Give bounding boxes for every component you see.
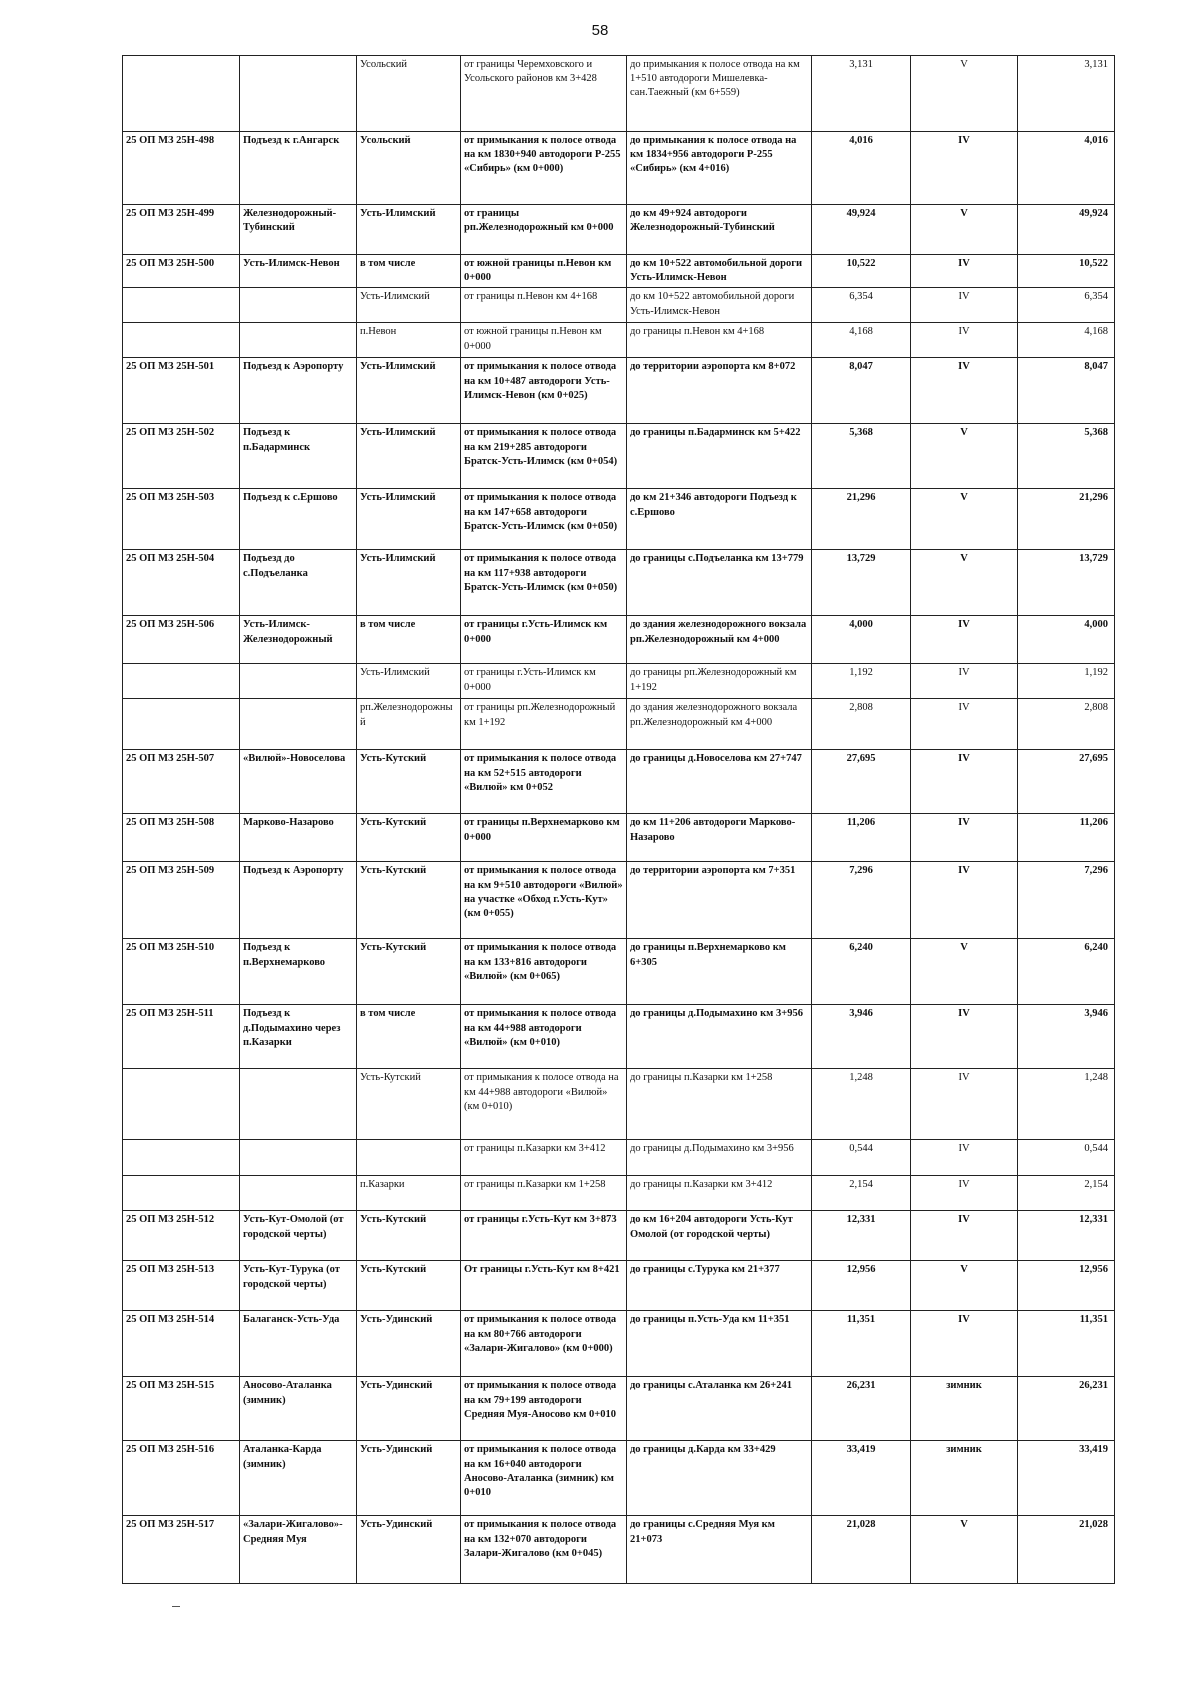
cell-road-code: 25 ОП МЗ 25Н-510 xyxy=(123,939,240,1005)
cell-total: 12,331 xyxy=(1018,1211,1115,1261)
cell-length: 1,248 xyxy=(812,1069,911,1140)
cell-total: 27,695 xyxy=(1018,750,1115,814)
cell-road-code xyxy=(123,699,240,750)
cell-length: 12,331 xyxy=(812,1211,911,1261)
cell-district: Усть-Илимский xyxy=(357,550,461,616)
cell-road-code: 25 ОП МЗ 25Н-500 xyxy=(123,255,240,288)
cell-road-code: 25 ОП МЗ 25Н-507 xyxy=(123,750,240,814)
cell-category: IV xyxy=(911,862,1018,939)
table-row xyxy=(123,939,1115,1005)
cell-category: V xyxy=(911,205,1018,255)
cell-district: рп.Железнодорожный xyxy=(357,699,461,750)
cell-length: 26,231 xyxy=(812,1377,911,1441)
cell-from: От границы г.Усть-Кут км 8+421 xyxy=(461,1261,627,1311)
cell-length: 2,154 xyxy=(812,1176,911,1211)
cell-total: 49,924 xyxy=(1018,205,1115,255)
cell-to: до границы п.Верхнемарково км 6+305 xyxy=(627,939,812,1005)
cell-to: до границы рп.Железнодорожный км 1+192 xyxy=(627,664,812,699)
cell-total: 1,248 xyxy=(1018,1069,1115,1140)
cell-from: от границы г.Усть-Илимск км 0+000 xyxy=(461,616,627,664)
cell-to: до границы д.Подымахино км 3+956 xyxy=(627,1005,812,1069)
cell-road-code xyxy=(123,1140,240,1176)
cell-length: 4,168 xyxy=(812,323,911,358)
cell-from: от границы г.Усть-Илимск км 0+000 xyxy=(461,664,627,699)
cell-road-name: Подъезд к Аэропорту xyxy=(240,358,357,424)
cell-category: IV xyxy=(911,750,1018,814)
cell-district: Усть-Илимский xyxy=(357,288,461,323)
cell-category: зимник xyxy=(911,1441,1018,1516)
cell-to: до территории аэропорта км 7+351 xyxy=(627,862,812,939)
cell-total: 4,000 xyxy=(1018,616,1115,664)
cell-category: IV xyxy=(911,1211,1018,1261)
cell-to: до примыкания к полосе отвода на км 1834+956 автодороги Р-255 «Сибирь» (км 4+016) xyxy=(627,132,812,205)
cell-road-name: Подъезд к п.Верхнемарково xyxy=(240,939,357,1005)
cell-to: до здания железнодорожного вокзала рп.Железнодорожный км 4+000 xyxy=(627,699,812,750)
cell-road-name: «Залари-Жигалово»-Средняя Муя xyxy=(240,1516,357,1584)
cell-category: IV xyxy=(911,616,1018,664)
table-row xyxy=(123,750,1115,814)
cell-category: IV xyxy=(911,1176,1018,1211)
cell-road-name: Марково-Назарово xyxy=(240,814,357,862)
cell-category: V xyxy=(911,1516,1018,1584)
table-row xyxy=(123,814,1115,862)
table-row xyxy=(123,424,1115,489)
cell-from: от границы п.Казарки км 3+412 xyxy=(461,1140,627,1176)
cell-to: до км 10+522 автомобильной дороги Усть-Илимск-Невон xyxy=(627,255,812,288)
cell-total: 5,368 xyxy=(1018,424,1115,489)
cell-category: IV xyxy=(911,664,1018,699)
cell-road-code: 25 ОП МЗ 25Н-517 xyxy=(123,1516,240,1584)
cell-length: 2,808 xyxy=(812,699,911,750)
cell-district: в том числе xyxy=(357,255,461,288)
cell-road-code: 25 ОП МЗ 25Н-506 xyxy=(123,616,240,664)
cell-length: 13,729 xyxy=(812,550,911,616)
cell-from: от примыкания к полосе отвода на км 219+285 автодороги Братск-Усть-Илимск (км 0+054) xyxy=(461,424,627,489)
cell-road-name: Аталанка-Карда (зимник) xyxy=(240,1441,357,1516)
cell-district: Усть-Удинский xyxy=(357,1441,461,1516)
cell-road-name xyxy=(240,1140,357,1176)
cell-road-code: 25 ОП МЗ 25Н-515 xyxy=(123,1377,240,1441)
cell-road-code: 25 ОП МЗ 25Н-514 xyxy=(123,1311,240,1377)
cell-road-code: 25 ОП МЗ 25Н-503 xyxy=(123,489,240,550)
cell-road-name: Балаганск-Усть-Уда xyxy=(240,1311,357,1377)
cell-to: до границы с.Подъеланка км 13+779 xyxy=(627,550,812,616)
cell-to: до границы с.Аталанка км 26+241 xyxy=(627,1377,812,1441)
table-row xyxy=(123,1261,1115,1311)
cell-road-code: 25 ОП МЗ 25Н-504 xyxy=(123,550,240,616)
cell-to: до км 21+346 автодороги Подъезд к с.Ершово xyxy=(627,489,812,550)
cell-district: Усть-Илимский xyxy=(357,489,461,550)
table-row xyxy=(123,1377,1115,1441)
cell-category: V xyxy=(911,550,1018,616)
table-row xyxy=(123,550,1115,616)
cell-category: V xyxy=(911,424,1018,489)
cell-total: 26,231 xyxy=(1018,1377,1115,1441)
cell-total: 21,296 xyxy=(1018,489,1115,550)
margin-mark xyxy=(172,1606,180,1607)
cell-total: 4,016 xyxy=(1018,132,1115,205)
table-row xyxy=(123,1140,1115,1176)
cell-road-name xyxy=(240,1176,357,1211)
cell-from: от примыкания к полосе отвода на км 79+199 автодороги Средняя Муя-Аносово км 0+010 xyxy=(461,1377,627,1441)
cell-from: от примыкания к полосе отвода на км 1830+940 автодороги Р-255 «Сибирь» (км 0+000) xyxy=(461,132,627,205)
cell-category: V xyxy=(911,56,1018,132)
cell-district: Усть-Илимский xyxy=(357,664,461,699)
cell-total: 12,956 xyxy=(1018,1261,1115,1311)
cell-district: Усольский xyxy=(357,132,461,205)
cell-total: 6,240 xyxy=(1018,939,1115,1005)
table-row xyxy=(123,288,1115,323)
cell-road-name: Подъезд к г.Ангарск xyxy=(240,132,357,205)
cell-road-name: Железнодорожный-Тубинский xyxy=(240,205,357,255)
roads-table xyxy=(122,55,1115,1584)
cell-length: 4,000 xyxy=(812,616,911,664)
cell-length: 1,192 xyxy=(812,664,911,699)
cell-road-code: 25 ОП МЗ 25Н-499 xyxy=(123,205,240,255)
cell-category: IV xyxy=(911,358,1018,424)
cell-category: V xyxy=(911,489,1018,550)
cell-length: 11,351 xyxy=(812,1311,911,1377)
cell-length: 3,946 xyxy=(812,1005,911,1069)
cell-district: Усть-Удинский xyxy=(357,1516,461,1584)
cell-to: до границы п.Казарки км 3+412 xyxy=(627,1176,812,1211)
cell-length: 8,047 xyxy=(812,358,911,424)
cell-length: 4,016 xyxy=(812,132,911,205)
cell-total: 13,729 xyxy=(1018,550,1115,616)
cell-to: до границы п.Казарки км 1+258 xyxy=(627,1069,812,1140)
cell-from: от примыкания к полосе отвода на км 132+070 автодороги Залари-Жигалово (км 0+045) xyxy=(461,1516,627,1584)
cell-total: 21,028 xyxy=(1018,1516,1115,1584)
table-row xyxy=(123,616,1115,664)
cell-road-code: 25 ОП МЗ 25Н-511 xyxy=(123,1005,240,1069)
table-row xyxy=(123,699,1115,750)
cell-total: 10,522 xyxy=(1018,255,1115,288)
cell-total: 1,192 xyxy=(1018,664,1115,699)
cell-district: Усть-Кутский xyxy=(357,1069,461,1140)
cell-road-code: 25 ОП МЗ 25Н-513 xyxy=(123,1261,240,1311)
cell-road-code: 25 ОП МЗ 25Н-516 xyxy=(123,1441,240,1516)
cell-road-name: Аносово-Аталанка (зимник) xyxy=(240,1377,357,1441)
table-body xyxy=(123,56,1115,1584)
cell-district: Усть-Илимский xyxy=(357,205,461,255)
cell-length: 11,206 xyxy=(812,814,911,862)
cell-road-code: 25 ОП МЗ 25Н-502 xyxy=(123,424,240,489)
cell-total: 33,419 xyxy=(1018,1441,1115,1516)
cell-to: до границы с.Турука км 21+377 xyxy=(627,1261,812,1311)
table-row xyxy=(123,664,1115,699)
cell-road-code xyxy=(123,1069,240,1140)
cell-from: от южной границы п.Невон км 0+000 xyxy=(461,255,627,288)
cell-district: Усть-Илимский xyxy=(357,358,461,424)
cell-district: п.Казарки xyxy=(357,1176,461,1211)
table-row xyxy=(123,1069,1115,1140)
cell-total: 11,206 xyxy=(1018,814,1115,862)
cell-from: от примыкания к полосе отвода на км 16+040 автодороги Аносово-Аталанка (зимник) км 0+010 xyxy=(461,1441,627,1516)
cell-category: IV xyxy=(911,323,1018,358)
cell-category: IV xyxy=(911,1069,1018,1140)
page-number: 58 xyxy=(591,22,609,39)
cell-length: 6,354 xyxy=(812,288,911,323)
cell-road-name: Подъезд к п.Бадарминск xyxy=(240,424,357,489)
cell-from: от примыкания к полосе отвода на км 117+938 автодороги Братск-Усть-Илимск (км 0+050) xyxy=(461,550,627,616)
cell-district: Усть-Удинский xyxy=(357,1311,461,1377)
cell-district: Усть-Удинский xyxy=(357,1377,461,1441)
cell-from: от примыкания к полосе отвода на км 44+988 автодороги «Вилюй» (км 0+010) xyxy=(461,1005,627,1069)
cell-from: от примыкания к полосе отвода на км 147+658 автодороги Братск-Усть-Илимск (км 0+050) xyxy=(461,489,627,550)
cell-category: IV xyxy=(911,1005,1018,1069)
cell-total: 8,047 xyxy=(1018,358,1115,424)
cell-road-name xyxy=(240,699,357,750)
table-row xyxy=(123,132,1115,205)
cell-to: до территории аэропорта км 8+072 xyxy=(627,358,812,424)
cell-from: от примыкания к полосе отвода на км 52+515 автодороги «Вилюй» км 0+052 xyxy=(461,750,627,814)
cell-length: 21,028 xyxy=(812,1516,911,1584)
cell-to: до км 49+924 автодороги Железнодорожный-Тубинский xyxy=(627,205,812,255)
cell-from: от примыкания к полосе отвода на км 44+988 автодороги «Вилюй» (км 0+010) xyxy=(461,1069,627,1140)
cell-length: 49,924 xyxy=(812,205,911,255)
cell-to: до границы д.Новоселова км 27+747 xyxy=(627,750,812,814)
cell-road-name xyxy=(240,1069,357,1140)
cell-to: до границы п.Бадарминск км 5+422 xyxy=(627,424,812,489)
table-row xyxy=(123,205,1115,255)
cell-from: от границы п.Казарки км 1+258 xyxy=(461,1176,627,1211)
cell-length: 33,419 xyxy=(812,1441,911,1516)
cell-category: IV xyxy=(911,288,1018,323)
cell-length: 6,240 xyxy=(812,939,911,1005)
cell-district: Усольский xyxy=(357,56,461,132)
cell-district: Усть-Кутский xyxy=(357,814,461,862)
cell-category: IV xyxy=(911,699,1018,750)
cell-road-code xyxy=(123,664,240,699)
cell-from: от примыкания к полосе отвода на км 80+766 автодороги «Залари-Жигалово» (км 0+000) xyxy=(461,1311,627,1377)
cell-road-name: Усть-Кут-Турука (от городской черты) xyxy=(240,1261,357,1311)
cell-road-code: 25 ОП МЗ 25Н-508 xyxy=(123,814,240,862)
cell-total: 2,154 xyxy=(1018,1176,1115,1211)
cell-total: 7,296 xyxy=(1018,862,1115,939)
cell-from: от границы г.Усть-Кут км 3+873 xyxy=(461,1211,627,1261)
cell-length: 3,131 xyxy=(812,56,911,132)
cell-district xyxy=(357,1140,461,1176)
cell-from: от границы рп.Железнодорожный км 1+192 xyxy=(461,699,627,750)
cell-to: до здания железнодорожного вокзала рп.Железнодорожный км 4+000 xyxy=(627,616,812,664)
cell-to: до границы д.Подымахино км 3+956 xyxy=(627,1140,812,1176)
table-row xyxy=(123,323,1115,358)
table-row xyxy=(123,1176,1115,1211)
cell-road-name: «Вилюй»-Новоселова xyxy=(240,750,357,814)
cell-road-code xyxy=(123,1176,240,1211)
cell-length: 21,296 xyxy=(812,489,911,550)
cell-from: от южной границы п.Невон км 0+000 xyxy=(461,323,627,358)
cell-district: п.Невон xyxy=(357,323,461,358)
cell-road-code: 25 ОП МЗ 25Н-501 xyxy=(123,358,240,424)
table-row xyxy=(123,56,1115,132)
cell-to: до границы п.Невон км 4+168 xyxy=(627,323,812,358)
cell-total: 3,131 xyxy=(1018,56,1115,132)
cell-length: 5,368 xyxy=(812,424,911,489)
cell-district: в том числе xyxy=(357,1005,461,1069)
cell-district: Усть-Кутский xyxy=(357,939,461,1005)
cell-road-name: Подъезд к Аэропорту xyxy=(240,862,357,939)
cell-total: 4,168 xyxy=(1018,323,1115,358)
table-row xyxy=(123,1005,1115,1069)
cell-category: IV xyxy=(911,132,1018,205)
cell-length: 0,544 xyxy=(812,1140,911,1176)
table-row xyxy=(123,1311,1115,1377)
cell-category: IV xyxy=(911,255,1018,288)
cell-total: 3,946 xyxy=(1018,1005,1115,1069)
table-row xyxy=(123,358,1115,424)
cell-from: от примыкания к полосе отвода на км 10+487 автодороги Усть-Илимск-Невон (км 0+025) xyxy=(461,358,627,424)
cell-district: Усть-Кутский xyxy=(357,750,461,814)
cell-district: Усть-Кутский xyxy=(357,862,461,939)
cell-from: от границы п.Невон км 4+168 xyxy=(461,288,627,323)
cell-from: от примыкания к полосе отвода на км 133+816 автодороги «Вилюй» (км 0+065) xyxy=(461,939,627,1005)
cell-category: зимник xyxy=(911,1377,1018,1441)
cell-road-code: 25 ОП МЗ 25Н-512 xyxy=(123,1211,240,1261)
cell-district: в том числе xyxy=(357,616,461,664)
cell-district: Усть-Кутский xyxy=(357,1211,461,1261)
table-row xyxy=(123,255,1115,288)
cell-total: 2,808 xyxy=(1018,699,1115,750)
cell-to: до км 10+522 автомобильной дороги Усть-Илимск-Невон xyxy=(627,288,812,323)
cell-category: V xyxy=(911,939,1018,1005)
cell-length: 27,695 xyxy=(812,750,911,814)
cell-road-name: Подъезд к д.Подымахино через п.Казарки xyxy=(240,1005,357,1069)
cell-category: IV xyxy=(911,1140,1018,1176)
table-row xyxy=(123,489,1115,550)
cell-road-name xyxy=(240,288,357,323)
cell-district: Усть-Илимский xyxy=(357,424,461,489)
cell-length: 7,296 xyxy=(812,862,911,939)
cell-road-code: 25 ОП МЗ 25Н-498 xyxy=(123,132,240,205)
table-row xyxy=(123,1516,1115,1584)
cell-road-name xyxy=(240,664,357,699)
cell-district: Усть-Кутский xyxy=(357,1261,461,1311)
cell-to: до границы с.Средняя Муя км 21+073 xyxy=(627,1516,812,1584)
cell-to: до примыкания к полосе отвода на км 1+510 автодороги Мишелевка-сан.Таежный (км 6+559) xyxy=(627,56,812,132)
cell-road-code: 25 ОП МЗ 25Н-509 xyxy=(123,862,240,939)
cell-road-name: Усть-Кут-Омолой (от городской черты) xyxy=(240,1211,357,1261)
cell-road-name xyxy=(240,56,357,132)
table-row xyxy=(123,862,1115,939)
cell-length: 10,522 xyxy=(812,255,911,288)
table-row xyxy=(123,1211,1115,1261)
cell-to: до границы д.Карда км 33+429 xyxy=(627,1441,812,1516)
cell-road-name: Подъезд до с.Подъеланка xyxy=(240,550,357,616)
cell-total: 11,351 xyxy=(1018,1311,1115,1377)
cell-road-code xyxy=(123,288,240,323)
cell-road-name: Усть-Илимск-Железнодорожный xyxy=(240,616,357,664)
cell-from: от границы рп.Железнодорожный км 0+000 xyxy=(461,205,627,255)
cell-road-code xyxy=(123,323,240,358)
cell-category: IV xyxy=(911,814,1018,862)
cell-to: до границы п.Усть-Уда км 11+351 xyxy=(627,1311,812,1377)
cell-road-name: Усть-Илимск-Невон xyxy=(240,255,357,288)
cell-road-code xyxy=(123,56,240,132)
cell-length: 12,956 xyxy=(812,1261,911,1311)
cell-from: от границы Черемховского и Усольского районов км 3+428 xyxy=(461,56,627,132)
cell-from: от границы п.Верхнемарково км 0+000 xyxy=(461,814,627,862)
cell-category: IV xyxy=(911,1311,1018,1377)
cell-road-name xyxy=(240,323,357,358)
cell-category: V xyxy=(911,1261,1018,1311)
cell-total: 0,544 xyxy=(1018,1140,1115,1176)
cell-to: до км 11+206 автодороги Марково-Назарово xyxy=(627,814,812,862)
table-row xyxy=(123,1441,1115,1516)
cell-total: 6,354 xyxy=(1018,288,1115,323)
cell-to: до км 16+204 автодороги Усть-Кут Омолой (от городской черты) xyxy=(627,1211,812,1261)
cell-road-name: Подъезд к с.Ершово xyxy=(240,489,357,550)
cell-from: от примыкания к полосе отвода на км 9+510 автодороги «Вилюй» на участке «Обход г.Усть-Кут» (км 0+055) xyxy=(461,862,627,939)
